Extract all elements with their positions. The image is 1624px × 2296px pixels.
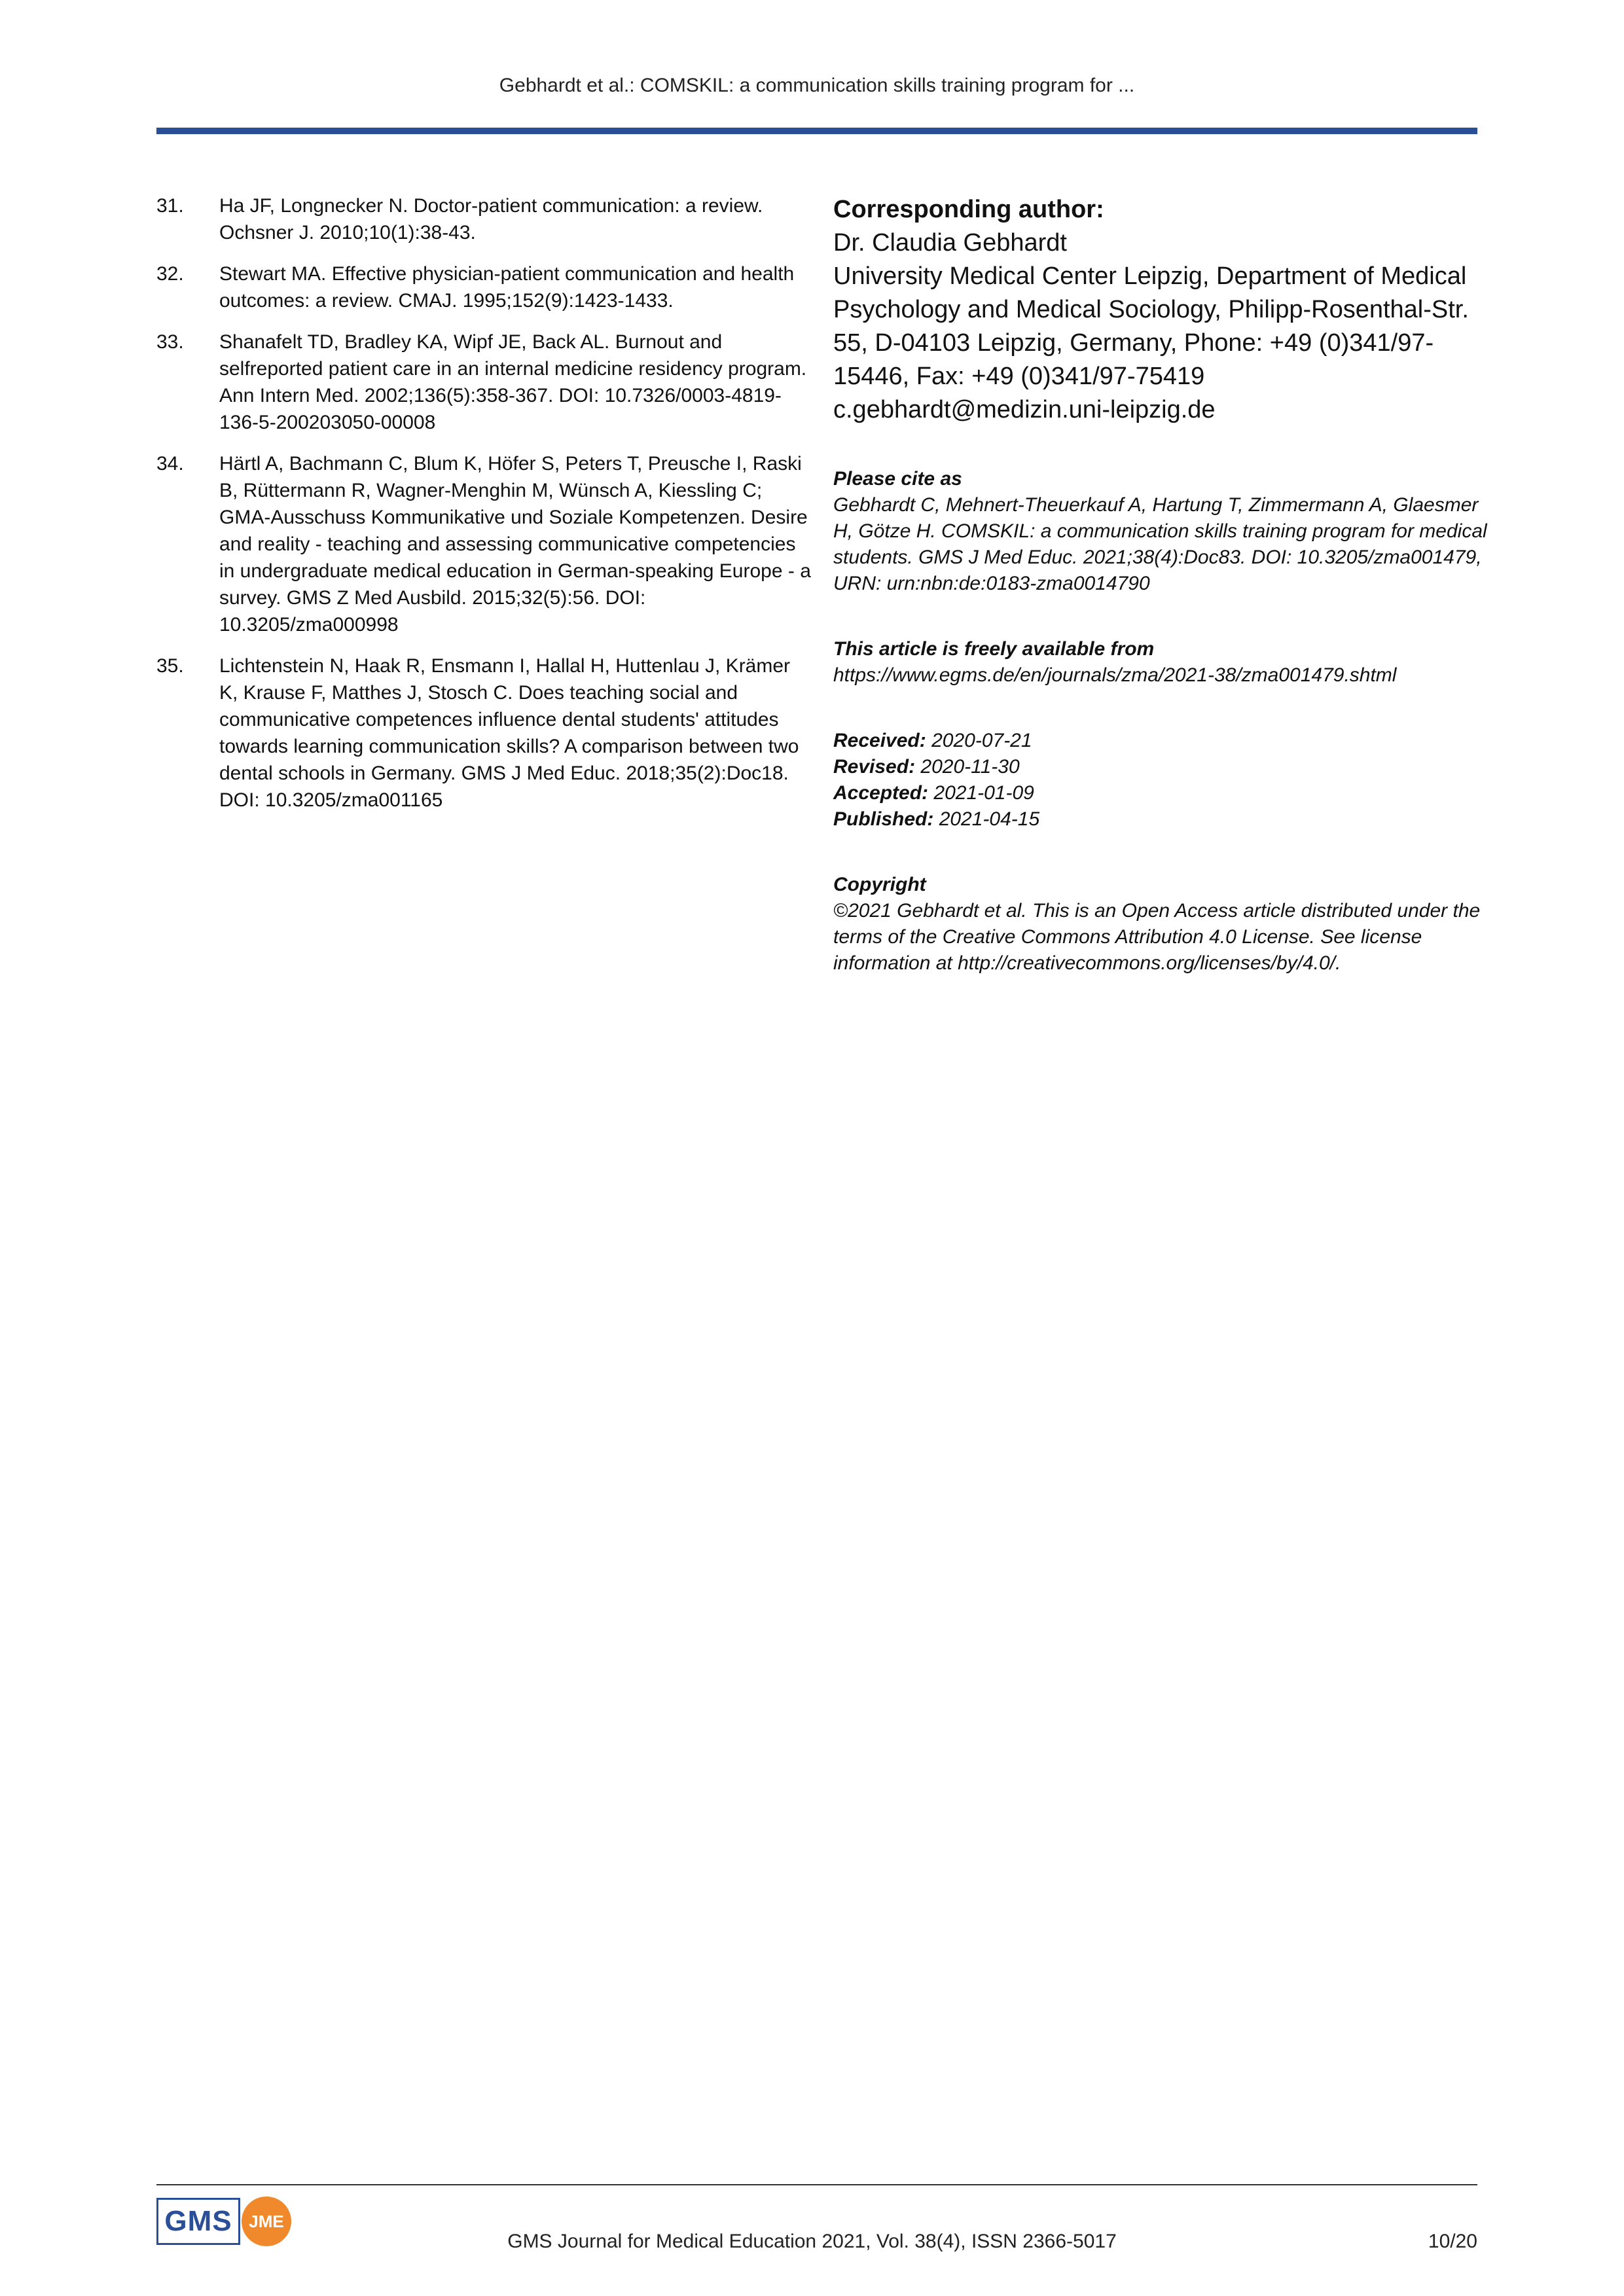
reference-item (156, 260, 811, 314)
accepted-label: Accepted: (833, 782, 929, 804)
revised-date (833, 754, 1488, 780)
page-number: 10/20 (1428, 2231, 1477, 2252)
corresponding-author-section (833, 192, 1488, 427)
jme-logo-circle: JME (242, 2197, 291, 2246)
availability-section (833, 636, 1488, 689)
citation-section (833, 466, 1488, 597)
reference-list (156, 192, 811, 828)
corresponding-author-email[interactable]: c.gebhardt@medizin.uni-leipzig.de (833, 396, 1216, 423)
reference-number: 31. (156, 195, 184, 217)
reference-item (156, 653, 811, 814)
reference-item (156, 329, 811, 436)
revised-label: Revised: (833, 756, 916, 778)
published-date (833, 806, 1488, 833)
footer-journal-info: GMS Journal for Medical Education 2021, Vol. 38(4), ISSN 2366-5017 (507, 2231, 1117, 2252)
header-rule (156, 128, 1477, 134)
availability-heading: This article is freely available from (833, 638, 1155, 660)
reference-text: Ha JF, Longnecker N. Doctor-patient communication: a review. Ochsner J. 2010;10(1):38-43. (219, 195, 763, 243)
copyright-section (833, 872, 1488, 977)
running-header: Gebhardt et al.: COMSKIL: a communication skills training program for ... (499, 75, 1135, 96)
corresponding-author-heading: Corresponding author: (833, 196, 1104, 223)
gms-logo-box: GMS (156, 2198, 240, 2245)
citation-heading: Please cite as (833, 468, 962, 490)
corresponding-author-address: University Medical Center Leipzig, Department of Medical Psychology and Medical Sociology, Philipp-Rosenthal-Str. 55, D-04103 Leipzig, Germany, Phone: +49 (0)341/97-15446, Fax: +49 (0)341/97-75419 (833, 262, 1469, 390)
published-label: Published: (833, 808, 934, 830)
reference-text: Härtl A, Bachmann C, Blum K, Höfer S, Peters T, Preusche I, Raski B, Rüttermann R, Wagner-Menghin M, Wünsch A, Kiessling C; GMA-Ausschuss Kommunikative und Soziale Kompetenzen. Desire and reality - teaching and assessing communicative competencies in undergraduate medical education in German-speaking Europe - a survey. GMS Z Med Ausbild. 2015;32(5):56. DOI: 10.3205/zma000998 (219, 453, 811, 636)
footer-rule (156, 2184, 1477, 2185)
reference-number: 35. (156, 655, 184, 677)
accepted-value: 2021-01-09 (933, 782, 1034, 804)
reference-text: Shanafelt TD, Bradley KA, Wipf JE, Back AL. Burnout and selfreported patient care in an internal medicine residency program. Ann Intern Med. 2002;136(5):358-367. DOI: 10.7326/0003-4819-136-5-200203050-00008 (219, 331, 807, 433)
reference-number: 32. (156, 263, 184, 285)
citation-text: Gebhardt C, Mehnert-Theuerkauf A, Hartung T, Zimmermann A, Glaesmer H, Götze H. COMSKIL: a communication skills training program for medical students. GMS J Med Educ. 2021;38(4):Doc83. DOI: 10.3205/zma001479, URN: urn:nbn:de:0183-zma0014790 (833, 494, 1487, 594)
revised-value: 2020-11-30 (920, 756, 1020, 778)
received-date (833, 728, 1488, 754)
received-label: Received: (833, 730, 926, 751)
published-value: 2021-04-15 (939, 808, 1040, 830)
copyright-heading: Copyright (833, 874, 926, 895)
reference-item (156, 192, 811, 246)
article-info (833, 192, 1488, 977)
corresponding-author-name: Dr. Claudia Gebhardt (833, 229, 1067, 257)
accepted-date (833, 780, 1488, 806)
copyright-text: ©2021 Gebhardt et al. This is an Open Access article distributed under the terms of the Creative Commons Attribution 4.0 License. See license information at http://creativecommons.org/licenses/by/4.0/. (833, 900, 1481, 974)
dates-section (833, 728, 1488, 833)
received-value: 2020-07-21 (931, 730, 1032, 751)
reference-item (156, 450, 811, 638)
reference-text: Lichtenstein N, Haak R, Ensmann I, Hallal H, Huttenlau J, Krämer K, Krause F, Matthes J, Stosch C. Does teaching social and communicative competences influence dental students' attitudes towards learning communication skills? A comparison between two dental schools in Germany. GMS J Med Educ. 2018;35(2):Doc18. DOI: 10.3205/zma001165 (219, 655, 799, 811)
reference-number: 33. (156, 331, 184, 353)
reference-number: 34. (156, 453, 184, 475)
reference-text: Stewart MA. Effective physician-patient communication and health outcomes: a review. CMAJ. 1995;152(9):1423-1433. (219, 263, 795, 312)
article-url[interactable]: https://www.egms.de/en/journals/zma/2021-38/zma001479.shtml (833, 664, 1397, 686)
